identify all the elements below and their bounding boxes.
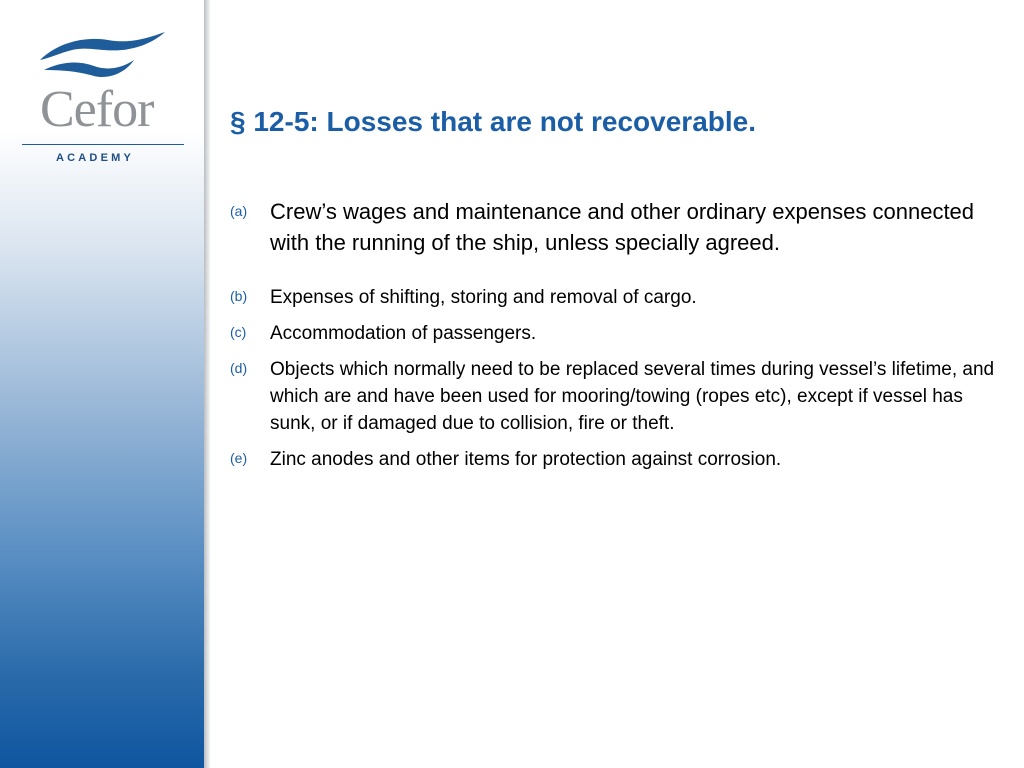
logo-subtitle: ACADEMY [56,152,135,164]
list-item [230,320,1000,347]
list-item [230,284,1000,311]
item-text: Crew’s wages and maintenance and other ordinary expenses connected with the running of the ship, unless specially agreed. [270,199,975,255]
logo-wordmark: Cefor [40,81,154,138]
item-text: Zinc anodes and other items for protection against corrosion. [270,449,782,470]
cefor-academy-logo [22,26,186,176]
clause-list [230,196,1000,482]
item-marker: (e) [230,450,248,466]
wave-logo-icon [38,30,168,82]
slide-title: § 12-5: Losses that are not recoverable. [230,106,756,137]
item-marker: (a) [230,203,248,219]
item-text: Objects which normally need to be replaced several times during vessel’s lifetime, and which are and have been used for mooring/towing (ropes etc), except if vessel has sunk, or if damaged due to collision, fire or theft. [270,359,995,434]
list-item [230,196,1000,258]
logo-divider [22,144,184,145]
item-marker: (c) [230,324,247,340]
list-item [230,356,1000,437]
item-marker: (d) [230,360,248,376]
sidebar-divider [204,0,210,768]
item-text: Expenses of shifting, storing and removal of cargo. [270,287,697,308]
item-marker: (b) [230,288,248,304]
item-text: Accommodation of passengers. [270,323,537,344]
list-item [230,446,1000,473]
